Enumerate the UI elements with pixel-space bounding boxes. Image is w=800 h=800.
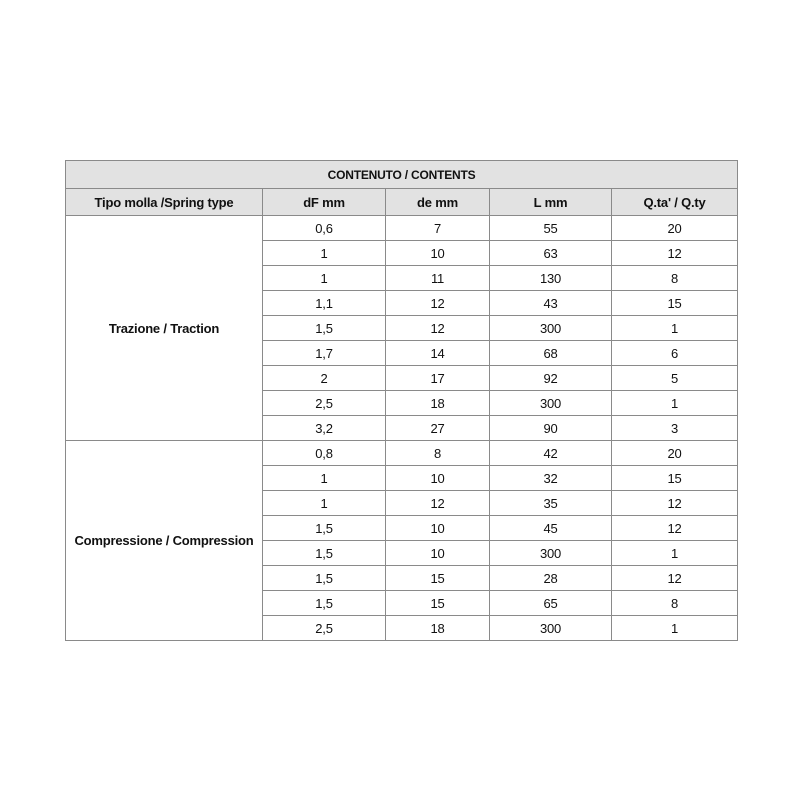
length-cell: 130	[490, 266, 612, 291]
table-row	[66, 441, 738, 466]
table-body	[66, 216, 738, 641]
wire-diameter-cell: 2,5	[263, 391, 386, 416]
external-diameter-cell: 7	[386, 216, 490, 241]
wire-diameter-cell: 1,5	[263, 541, 386, 566]
wire-diameter-cell: 1	[263, 491, 386, 516]
quantity-cell: 12	[612, 566, 738, 591]
table-row	[66, 216, 738, 241]
length-cell: 45	[490, 516, 612, 541]
quantity-cell: 3	[612, 416, 738, 441]
header-row	[66, 189, 738, 216]
wire-diameter-cell: 1	[263, 241, 386, 266]
quantity-cell: 20	[612, 216, 738, 241]
quantity-cell: 1	[612, 391, 738, 416]
header-quantity: Q.ta' / Q.ty	[612, 189, 738, 216]
external-diameter-cell: 11	[386, 266, 490, 291]
wire-diameter-cell: 1,5	[263, 591, 386, 616]
length-cell: 42	[490, 441, 612, 466]
header-length: L mm	[490, 189, 612, 216]
quantity-cell: 1	[612, 316, 738, 341]
quantity-cell: 1	[612, 541, 738, 566]
quantity-cell: 20	[612, 441, 738, 466]
length-cell: 28	[490, 566, 612, 591]
length-cell: 43	[490, 291, 612, 316]
external-diameter-cell: 15	[386, 591, 490, 616]
length-cell: 55	[490, 216, 612, 241]
length-cell: 90	[490, 416, 612, 441]
header-external-diameter: de mm	[386, 189, 490, 216]
wire-diameter-cell: 0,8	[263, 441, 386, 466]
length-cell: 300	[490, 541, 612, 566]
quantity-cell: 15	[612, 291, 738, 316]
external-diameter-cell: 14	[386, 341, 490, 366]
wire-diameter-cell: 1	[263, 466, 386, 491]
external-diameter-cell: 18	[386, 391, 490, 416]
caption-row	[66, 161, 738, 189]
external-diameter-cell: 12	[386, 316, 490, 341]
length-cell: 32	[490, 466, 612, 491]
wire-diameter-cell: 1,5	[263, 316, 386, 341]
wire-diameter-cell: 1,5	[263, 566, 386, 591]
external-diameter-cell: 12	[386, 291, 490, 316]
external-diameter-cell: 18	[386, 616, 490, 641]
external-diameter-cell: 10	[386, 466, 490, 491]
quantity-cell: 5	[612, 366, 738, 391]
quantity-cell: 8	[612, 266, 738, 291]
spring-type-cell: Compressione / Compression	[66, 441, 263, 641]
wire-diameter-cell: 0,6	[263, 216, 386, 241]
external-diameter-cell: 27	[386, 416, 490, 441]
length-cell: 63	[490, 241, 612, 266]
wire-diameter-cell: 2	[263, 366, 386, 391]
length-cell: 68	[490, 341, 612, 366]
wire-diameter-cell: 1	[263, 266, 386, 291]
header-wire-diameter: dF mm	[263, 189, 386, 216]
wire-diameter-cell: 1,7	[263, 341, 386, 366]
table-caption: CONTENUTO / CONTENTS	[66, 161, 738, 189]
quantity-cell: 15	[612, 466, 738, 491]
external-diameter-cell: 10	[386, 241, 490, 266]
quantity-cell: 12	[612, 516, 738, 541]
external-diameter-cell: 15	[386, 566, 490, 591]
length-cell: 300	[490, 616, 612, 641]
external-diameter-cell: 12	[386, 491, 490, 516]
quantity-cell: 1	[612, 616, 738, 641]
length-cell: 300	[490, 316, 612, 341]
spring-type-cell: Trazione / Traction	[66, 216, 263, 441]
external-diameter-cell: 17	[386, 366, 490, 391]
header-spring-type: Tipo molla /Spring type	[66, 189, 263, 216]
length-cell: 300	[490, 391, 612, 416]
quantity-cell: 12	[612, 241, 738, 266]
wire-diameter-cell: 1,5	[263, 516, 386, 541]
quantity-cell: 6	[612, 341, 738, 366]
wire-diameter-cell: 3,2	[263, 416, 386, 441]
wire-diameter-cell: 1,1	[263, 291, 386, 316]
quantity-cell: 8	[612, 591, 738, 616]
spring-contents-table	[65, 160, 738, 641]
length-cell: 35	[490, 491, 612, 516]
external-diameter-cell: 8	[386, 441, 490, 466]
length-cell: 92	[490, 366, 612, 391]
external-diameter-cell: 10	[386, 541, 490, 566]
external-diameter-cell: 10	[386, 516, 490, 541]
length-cell: 65	[490, 591, 612, 616]
wire-diameter-cell: 2,5	[263, 616, 386, 641]
quantity-cell: 12	[612, 491, 738, 516]
